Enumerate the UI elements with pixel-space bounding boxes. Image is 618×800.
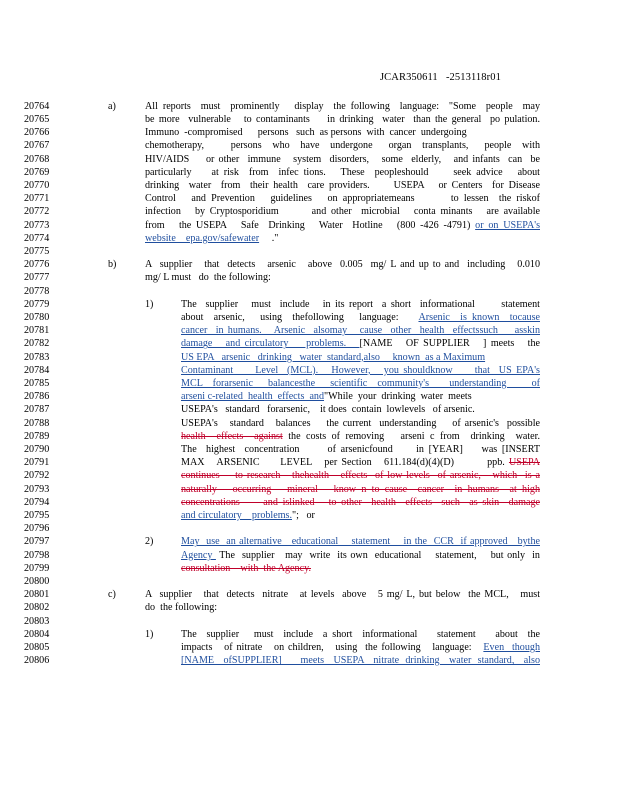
line-number: 20791 <box>24 457 50 469</box>
line-text <box>145 153 540 166</box>
line-text <box>145 192 540 205</box>
line-text <box>145 588 540 601</box>
document-line <box>0 179 618 192</box>
subsection-label: 2) <box>145 536 154 548</box>
inserted-text: damage and circulatory problems. <box>181 338 360 350</box>
line-text <box>145 179 540 192</box>
line-number: 20785 <box>24 378 50 389</box>
subsection-label: b) <box>108 259 117 271</box>
document-line <box>0 509 618 522</box>
text-run: All reports must prominently display the following language: "Some people may <box>145 100 540 112</box>
line-text <box>145 113 540 126</box>
text-run: particularly at risk from infec tions. These peopleshould seek advice about <box>145 166 540 178</box>
line-number: 20803 <box>24 615 50 627</box>
inserted-text: website epa.gov/safewater <box>145 232 260 244</box>
line-number: 20786 <box>24 391 50 403</box>
text-run: The supplier must include in its report a short informational statement <box>181 298 540 310</box>
text-run: the costs of removing arseni c from drinking water. <box>282 430 540 442</box>
line-text <box>181 430 540 443</box>
line-number: 20775 <box>24 246 50 257</box>
document-line <box>0 443 618 456</box>
text-run: Control and Prevention guidelines on appropriatemeans to lessen the riskof <box>145 193 540 205</box>
subsection-label: c) <box>108 589 116 601</box>
line-number: 20771 <box>24 193 50 205</box>
text-run: The highest concentration of arsenicfound in [YEAR] was [INSERT <box>181 444 540 455</box>
line-text <box>145 166 540 179</box>
text-run: USEPA's standard forarsenic, it does contain lowlevels of arsenic. <box>181 404 475 416</box>
document-line <box>0 641 618 654</box>
line-number: 20796 <box>24 523 50 535</box>
document-line <box>0 311 618 324</box>
line-text <box>181 298 540 311</box>
text-run: MAX ARSENIC LEVEL per Section 611.184(d)(4)(D) ppb. <box>181 457 509 469</box>
line-number: 20773 <box>24 219 50 231</box>
document-line <box>0 390 618 403</box>
text-run: USEPA's standard balances the current understanding of arsenic's possible <box>181 417 540 429</box>
line-text <box>181 562 540 575</box>
subsection-label: 1) <box>145 628 154 640</box>
line-text <box>181 549 540 562</box>
line-number: 20769 <box>24 166 50 178</box>
document-line <box>0 232 618 245</box>
line-text <box>181 417 540 430</box>
document-line <box>0 113 618 126</box>
line-number: 20779 <box>24 298 50 310</box>
line-number: 20790 <box>24 444 50 455</box>
inserted-text: and circulatory problems. <box>181 510 292 521</box>
document-line <box>0 100 618 113</box>
document-line <box>0 126 618 139</box>
inserted-text: Agency <box>181 549 216 561</box>
line-number: 20788 <box>24 417 50 429</box>
document-line <box>0 258 618 271</box>
text-run: Immuno -compromised persons such as persons with cancer undergoing <box>145 127 467 139</box>
subsection-label: 1) <box>145 298 154 310</box>
document-line <box>0 298 618 311</box>
document-line <box>0 153 618 166</box>
line-text <box>181 351 540 364</box>
text-run: be more vulnerable to contaminants in drinking water than the general po pulation. <box>145 114 540 125</box>
line-number: 20798 <box>24 549 50 561</box>
line-text <box>145 232 540 245</box>
document-line <box>0 469 618 482</box>
line-number: 20768 <box>24 153 50 165</box>
document-line <box>0 166 618 179</box>
line-text <box>145 601 540 614</box>
document-line <box>0 285 618 298</box>
inserted-text: Contaminant Level (MCL). However, you shouldknow that US EPA's <box>181 364 540 376</box>
document-line <box>0 601 618 614</box>
subsection-label: a) <box>108 100 116 112</box>
text-run: do the following: <box>145 602 218 614</box>
text-run: "While your drinking water meets <box>324 391 472 403</box>
document-line <box>0 628 618 641</box>
line-text <box>181 496 540 509</box>
line-text <box>181 456 540 469</box>
line-number: 20795 <box>24 510 50 521</box>
line-text <box>181 324 540 337</box>
line-text <box>181 654 540 667</box>
line-number: 20805 <box>24 642 50 653</box>
document-line <box>0 139 618 152</box>
deleted-text: naturally occurring mineral know n to cause cancer in humans at high <box>181 483 540 495</box>
document-line <box>0 562 618 575</box>
document-line <box>0 417 618 430</box>
line-text <box>181 337 540 350</box>
line-text <box>181 628 540 641</box>
line-number: 20783 <box>24 351 50 363</box>
line-number: 20789 <box>24 430 50 442</box>
document-line <box>0 456 618 469</box>
document-line <box>0 430 618 443</box>
line-text <box>181 509 540 522</box>
line-text <box>145 205 540 218</box>
line-text <box>181 403 540 416</box>
text-run: The supplier must include a short informational statement about the <box>181 628 540 640</box>
document-line <box>0 192 618 205</box>
document-line <box>0 351 618 364</box>
document-header-id: JCAR350611 -2513118r01 <box>380 72 501 83</box>
inserted-text: Arsenic is known tocause <box>418 312 540 323</box>
text-run: HIV/AIDS or other immune system disorders, some elderly, and infants can be <box>145 153 540 165</box>
document-line <box>0 575 618 588</box>
line-text <box>181 390 540 403</box>
line-text <box>181 483 540 496</box>
text-run: mg/ L must do the following: <box>145 272 271 284</box>
line-number: 20772 <box>24 206 50 218</box>
line-number: 20777 <box>24 272 50 284</box>
document-line <box>0 364 618 377</box>
text-run: chemotherapy, persons who have undergone organ transplants, people with <box>145 140 540 152</box>
inserted-text: [NAME ofSUPPLIER] meets USEPA nitrate drinking water standard, also <box>181 655 540 667</box>
line-number: 20793 <box>24 483 50 495</box>
document-line <box>0 337 618 350</box>
line-number: 20780 <box>24 312 50 323</box>
text-run: impacts of nitrate on children, using the following language: <box>181 642 484 653</box>
line-number: 20799 <box>24 562 50 574</box>
inserted-text: May use an alternative educational statement in the CCR if approved bythe <box>181 536 540 548</box>
document-line <box>0 496 618 509</box>
line-number: 20782 <box>24 338 50 350</box>
deleted-text: continues to research thehealth effects of low levels of arsenic, which is a <box>181 470 540 482</box>
line-text <box>181 311 540 324</box>
document-line <box>0 219 618 232</box>
deleted-text: USEPA <box>508 457 540 469</box>
deleted-text: concentrations and islinked to other health effects such as skin damage <box>181 496 540 508</box>
line-number: 20765 <box>24 114 50 125</box>
line-number: 20787 <box>24 404 50 416</box>
document-line <box>0 654 618 667</box>
document-line <box>0 522 618 535</box>
line-number: 20806 <box>24 655 50 667</box>
text-run: from the USEPA Safe Drinking Water Hotline (800 -426 -4791) <box>145 219 476 231</box>
line-text <box>145 258 540 271</box>
line-number: 20764 <box>24 100 50 112</box>
line-text <box>181 641 540 654</box>
document-line <box>0 588 618 601</box>
line-number: 20770 <box>24 180 50 191</box>
text-run: A supplier that detects arsenic above 0.005 mg/ L and up to and including 0.010 <box>145 259 540 271</box>
line-text <box>145 219 540 232</box>
line-text <box>145 126 540 139</box>
line-number: 20767 <box>24 140 50 152</box>
line-number: 20776 <box>24 259 50 271</box>
line-text <box>145 100 540 113</box>
text-run: A supplier that detects nitrate at levels above 5 mg/ L, but below the MCL, must <box>145 589 540 601</box>
document-line <box>0 377 618 390</box>
line-number: 20804 <box>24 628 50 640</box>
document-line <box>0 205 618 218</box>
line-number: 20797 <box>24 536 50 548</box>
inserted-text: cancer in humans. Arsenic alsomay cause other health effectssuch asskin <box>181 325 540 337</box>
document-line <box>0 271 618 284</box>
line-number: 20794 <box>24 496 50 508</box>
text-run: drinking water from their health care providers. USEPA or Centers for Disease <box>145 180 540 191</box>
line-text <box>181 443 540 456</box>
document-line <box>0 549 618 562</box>
inserted-text: MCL forarsenic balancesthe scientific community's understanding of <box>181 378 540 389</box>
text-run: "; or <box>292 510 315 521</box>
line-number: 20802 <box>24 602 50 614</box>
document-line <box>0 483 618 496</box>
document-line <box>0 245 618 258</box>
line-number: 20778 <box>24 285 50 297</box>
line-text <box>181 377 540 390</box>
document-line <box>0 535 618 548</box>
line-number: 20800 <box>24 576 50 587</box>
deleted-text: consultation with the Agency. <box>181 562 311 574</box>
inserted-text: arseni c-related health effects and <box>181 391 325 403</box>
deleted-text: health effects against <box>181 430 283 442</box>
line-number: 20766 <box>24 127 50 139</box>
document-line <box>0 615 618 628</box>
line-number: 20774 <box>24 232 50 244</box>
text-run: The supplier may write its own educational statement, but only in <box>215 549 540 561</box>
line-text <box>181 364 540 377</box>
text-run: [NAME OF SUPPLIER ] meets the <box>359 338 540 350</box>
inserted-text: US EPA arsenic drinking water standard,also known as a Maximum <box>181 351 486 363</box>
inserted-text: or on USEPA's <box>475 219 540 231</box>
line-text <box>145 271 540 284</box>
line-text <box>181 469 540 482</box>
inserted-text: Even though <box>483 642 540 653</box>
text-run: infection by Cryptosporidium and other microbial conta minants are available <box>145 206 540 218</box>
text-run: ." <box>259 232 279 244</box>
line-text <box>145 139 540 152</box>
line-number: 20781 <box>24 325 50 337</box>
text-run: about arsenic, using thefollowing language: <box>181 312 419 323</box>
line-number: 20792 <box>24 470 50 482</box>
line-text <box>181 535 540 548</box>
line-number: 20784 <box>24 364 50 376</box>
line-number: 20801 <box>24 589 50 601</box>
document-line <box>0 324 618 337</box>
document-line <box>0 403 618 416</box>
